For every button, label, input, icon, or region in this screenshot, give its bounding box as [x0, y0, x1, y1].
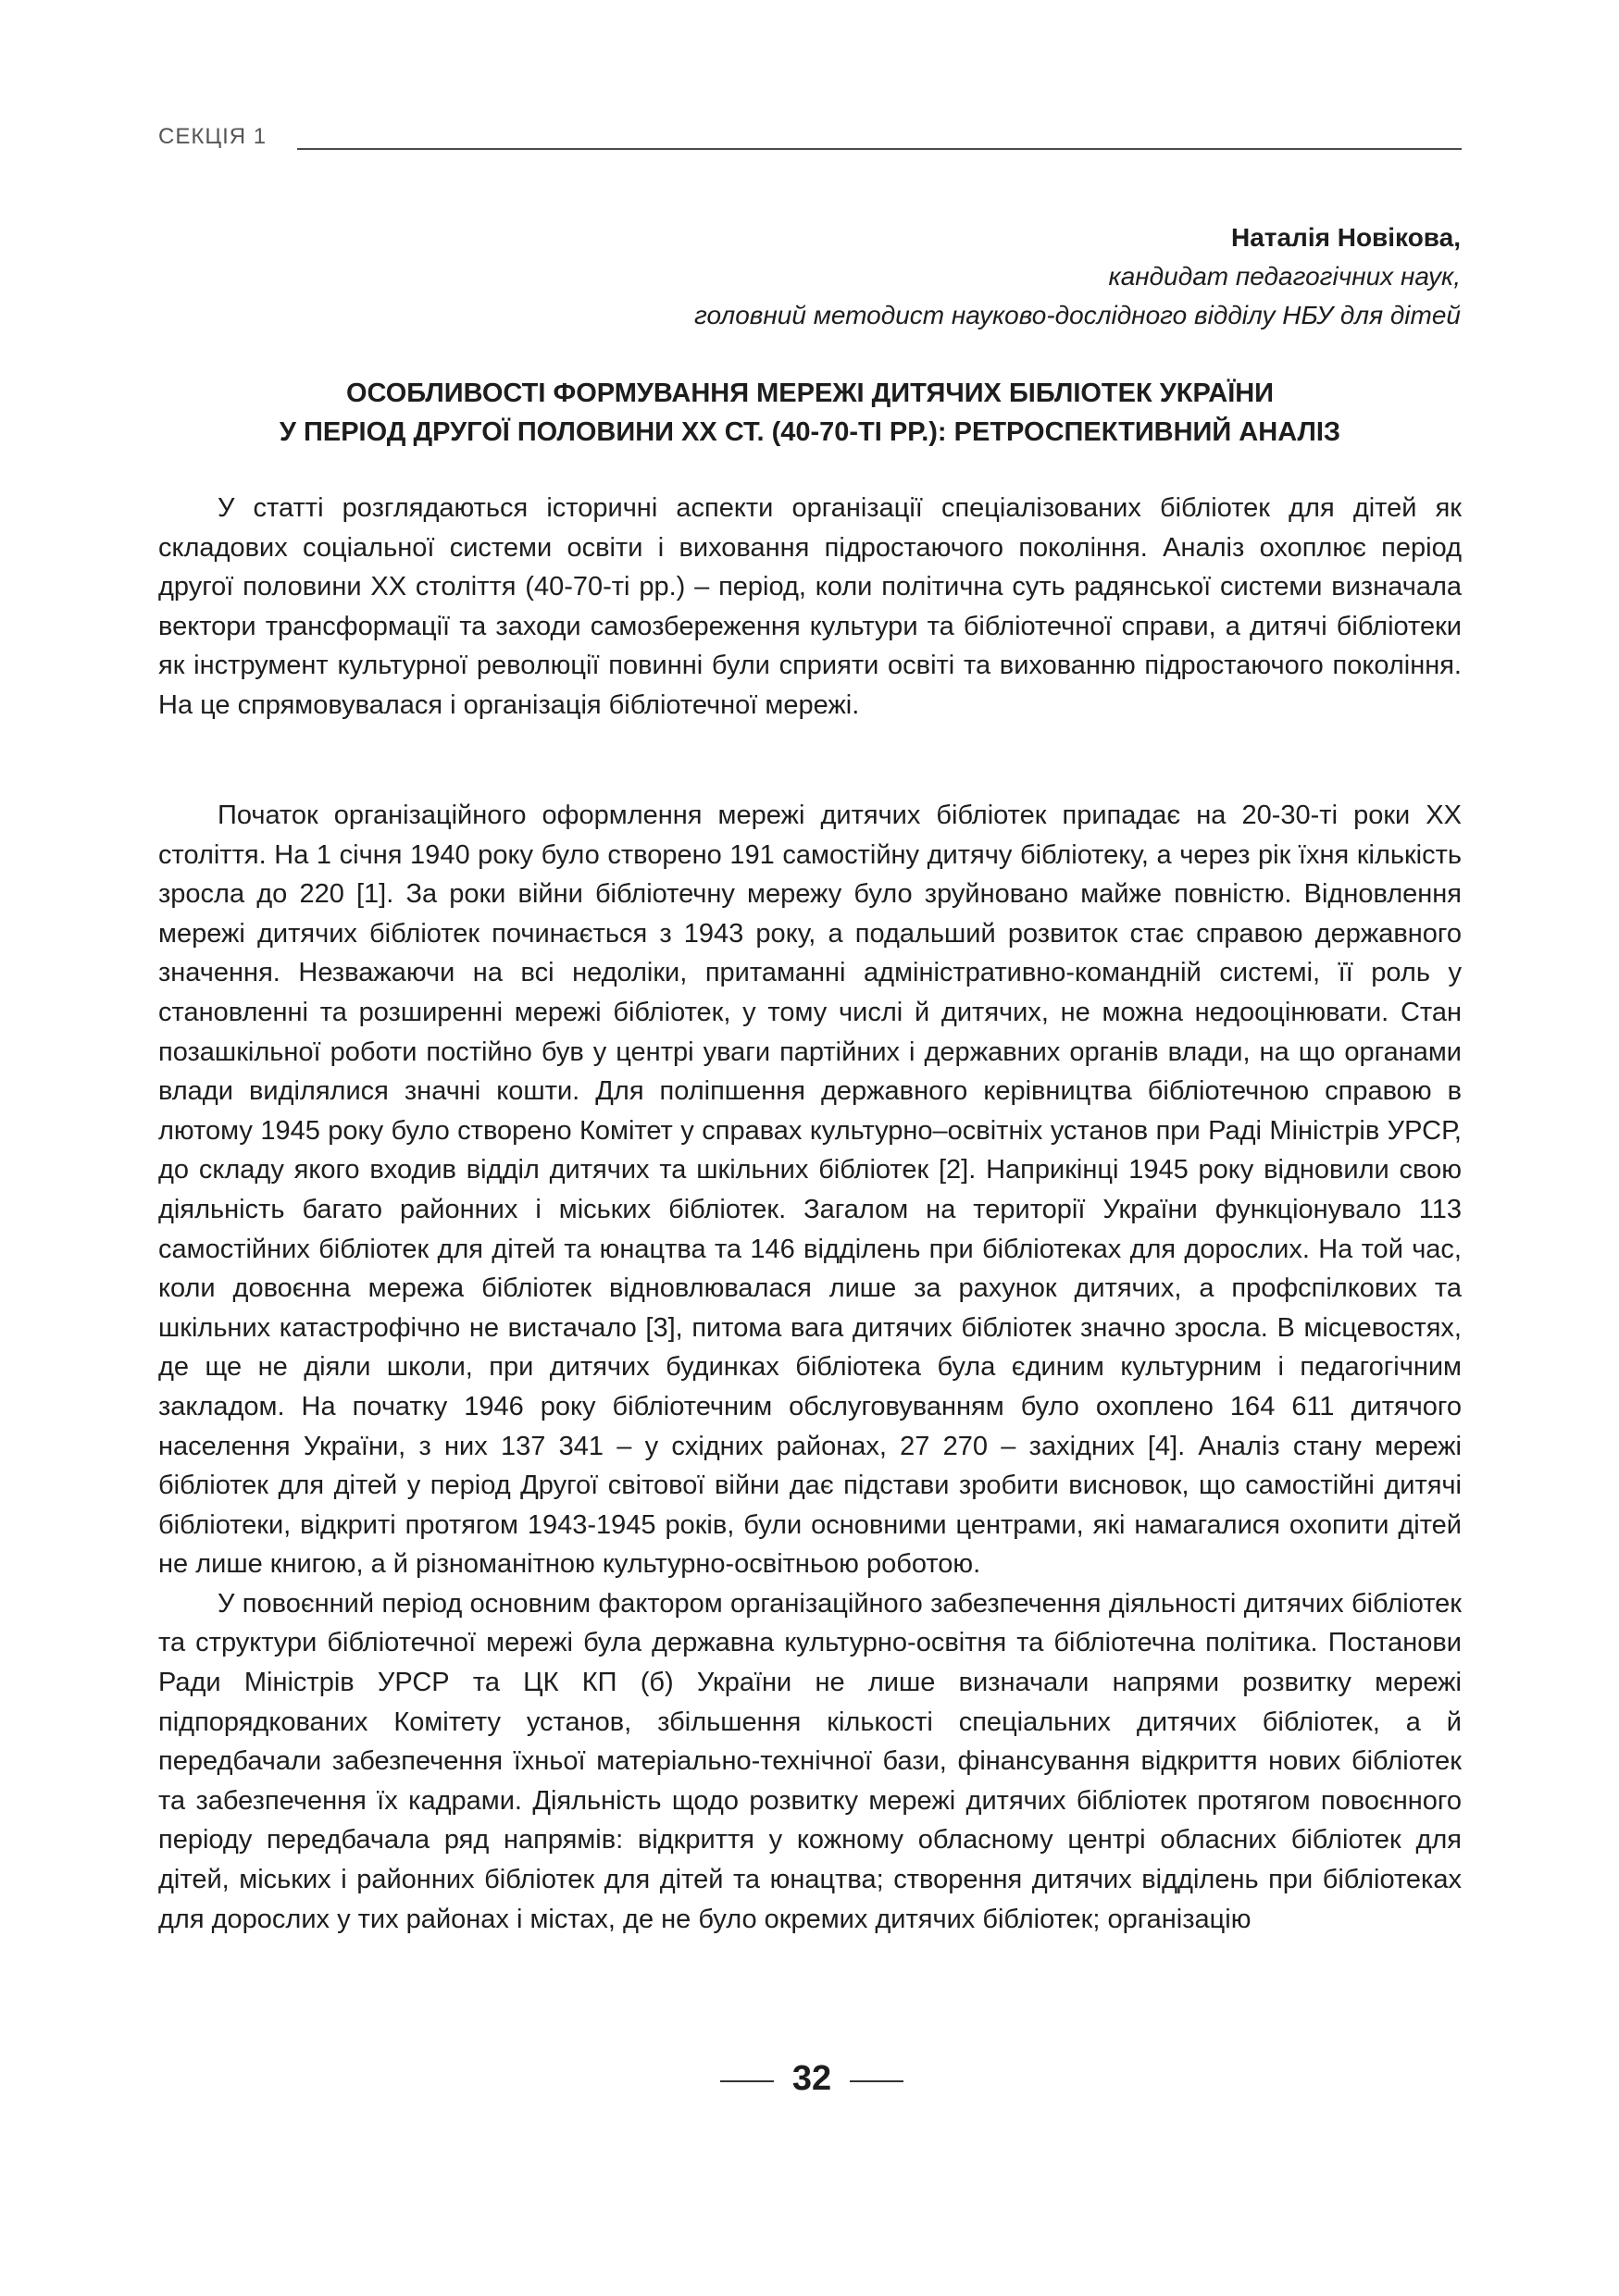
author-position: головний методист науково-дослідного відділу НБУ для дітей: [693, 301, 1461, 329]
running-header: [158, 118, 1462, 155]
footer-rule-right: [850, 2080, 903, 2082]
title-line-1: ОСОБЛИВОСТІ ФОРМУВАННЯ МЕРЕЖІ ДИТЯЧИХ БІБЛІОТЕК УКРАЇНИ: [345, 379, 1275, 408]
author-block: [442, 218, 1461, 335]
author-degree: кандидат педагогічних наук,: [1108, 262, 1461, 291]
author-name: Наталія Новікова,: [1230, 223, 1461, 252]
section-label: СЕКЦІЯ 1: [158, 124, 268, 149]
abstract-paragraph: У статті розглядаються історичні аспекти організації спеціалізованих бібліотек для дітей як складових соціальної системи освіти і виховання підростаючого покоління. Аналіз охоплює період другої половини ХХ століття (40-70-ті рр.) – період, коли політична суть радянської системи визначала вектори трансформації та заходи самозбереження культури та бібліотечної справи, а дитячі бібліотеки як інструмент культурної революції повинні були сприяти освіті та вихованню підростаючого покоління. На це спрямовувалася і організація бібліотечної мережі.: [158, 493, 1462, 720]
footer-rule-left: [720, 2080, 774, 2082]
page-footer: [0, 2053, 1619, 2104]
body-paragraph-2: У повоєнний період основним фактором організаційного забезпечення діяльності дитячих бібліотек та структури бібліотечної мережі була державна культурно-освітня та бібліотечна політика. Постанови Ради Міністрів УРСР та ЦК КП (б) України не лише визначали напрями розвитку мережі підпорядкованих Комітету установ, збільшення кількості спеціальних дитячих бібліотек, а й передбачали забезпечення їхньої матеріально-технічної бази, фінансування відкриття нових бібліотек та забезпечення їх кадрами. Діяльність щодо розвитку мережі дитячих бібліотек протягом повоєнного періоду передбачала ряд напрямів: відкриття у кожному обласному центрі обласних бібліотек для дітей, міських і районних бібліотек для дітей та юнацтва; створення дитячих відділень при бібліотеках для дорослих у тих районах і містах, де не було окремих дитячих бібліотек; організацію: [158, 1588, 1462, 1934]
body-paragraph-1: Початок організаційного оформлення мережі дитячих бібліотек припадає на 20-30-ті роки ХХ століття. На 1 січня 1940 року було створено 191 самостійну дитячу бібліотеку, а через рік їхня кількість зросла до 220 [1]. За роки війни бібліотечну мережу було зруйновано майже повністю. Відновлення мережі дитячих бібліотек починається з 1943 року, а подальший розвиток стає справою державного значення. Незважаючи на всі недоліки, притаманні адміністративно-командній системі, її роль у становленні та розширенні мережі бібліотек, у тому числі й дитячих, не можна недооцінювати. Стан позашкільної роботи постійно був у центрі уваги партійних і державних органів влади, на що органами влади виділялися значні кошти. Для поліпшення державного керівництва бібліотечною справою в лютому 1945 року було створено Комітет у справах культурно–освітніх установ при Раді Міністрів УРСР, до складу якого входив відділ дитячих та шкільних бібліотек [2]. Наприкінці 1945 року відновили свою діяльність багато районних і міських бібліотек. Загалом на території України функціонувало 113 самостійних бібліотек для дітей та юнацтва та 146 відділень при бібліотеках для дорослих. На той час, коли довоєнна мережа бібліотек відновлювалася лише за рахунок дитячих, а профспілкових та шкільних катастрофічно не вистачало [3], питома вага дитячих бібліотек значно зросла. В місцевостях, де ще не діяли школи, при дитячих будинках бібліотека була єдиним культурним і педагогічним закладом. На початку 1946 року бібліотечним обслуговуванням було охоплено 164 611 дитячого населення України, з них 137 341 – у східних районах, 27 270 – західних [4]. Аналіз стану мережі бібліотек для дітей у період Другої світової війни дає підстави зробити висновок, що самостійні дитячі бібліотеки, відкриті протягом 1943-1945 років, були основними центрами, які намагалися охопити дітей не лише книгою, а й різноманітною культурно-освітньою роботою.: [158, 800, 1462, 1580]
article-body: [158, 796, 1462, 1939]
page-number: 32: [791, 2059, 832, 2098]
title-line-2: У ПЕРІОД ДРУГОЇ ПОЛОВИНИ ХХ СТ. (40-70-ТІ РР.): РЕТРОСПЕКТИВНИЙ АНАЛІЗ: [279, 417, 1341, 447]
abstract: [158, 489, 1462, 726]
header-rule: [297, 148, 1462, 150]
article-title: [158, 374, 1462, 452]
